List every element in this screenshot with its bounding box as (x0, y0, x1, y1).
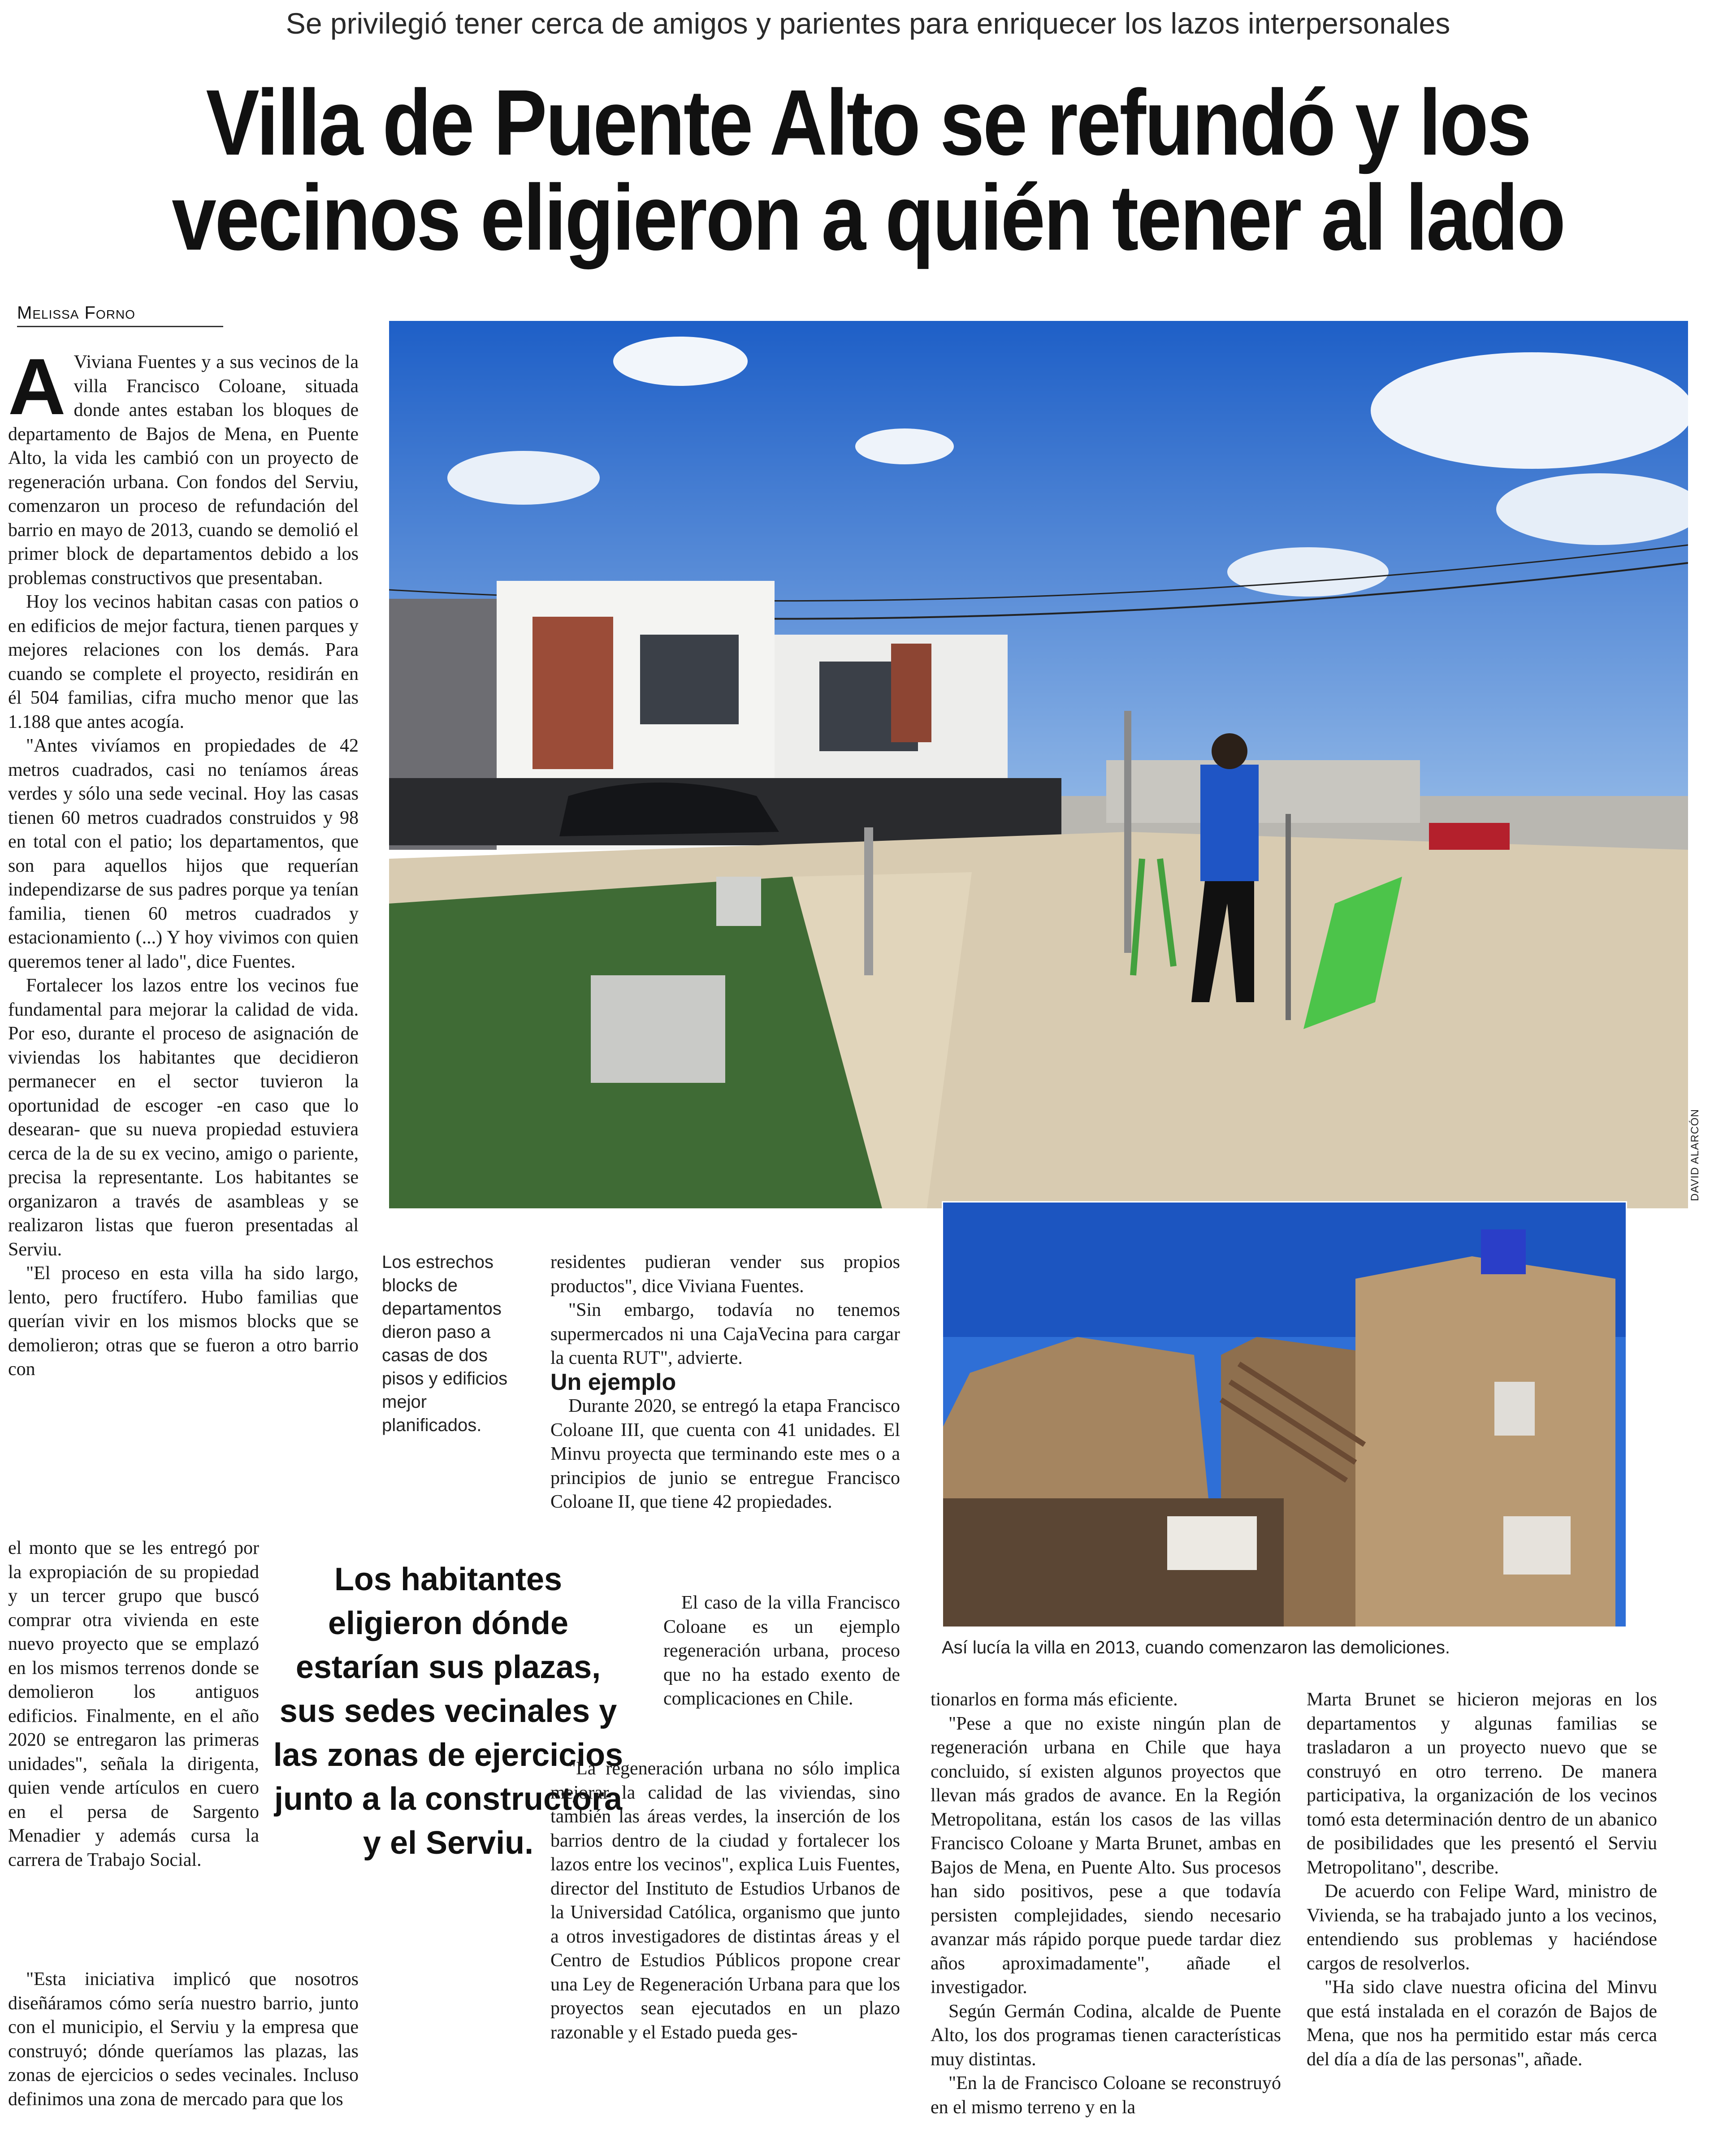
paragraph: "Esta iniciativa implicó que nosotros diseñáramos cómo sería nuestro barrio, junto con el municipio, el Serviu y la empresa que construyó; dónde queríamos las plazas, las zonas de ejercicios o sedes vecinales. Incluso definimos una zona de mercado para que los (8, 1969, 359, 2110)
caption-main: Los estrechos blocks de departamentos dieron paso a casas de dos pisos y edificios mejor planificados. (382, 1252, 508, 1435)
paragraph: el monto que se les entregó por la expropiación de su propiedad y un tercer grupo que buscó comprar otra vivienda en este nuevo proyecto que se emplazó en los mismos terrenos donde se demolieron los antiguos edificios. Finalmente, en el año 2020 se entregaron las primeras unidades", señala la dirigenta, quien vende artículos en cuero en el persa de Sargento Menadier y además cursa la carrera de Trabajo Social. (8, 1538, 259, 1870)
column-3 (931, 1688, 1281, 2120)
paragraph: Durante 2020, se entregó la etapa Francisco Coloane III, que cuenta con 41 unidades. El Minvu proyecta que terminando este mes o a principios de junio se entregue Francisco Coloane II, que tiene 42 propiedades. (550, 1396, 900, 1512)
paragraph: "Sin embargo, todavía no tenemos supermercados ni una CajaVecina para cargar la cuenta RUT", advierte. (550, 1300, 900, 1368)
headline-line-1: Villa de Puente Alto se refundó y los (206, 71, 1530, 175)
column-2 (550, 1250, 900, 1514)
caption-secondary: Así lucía la villa en 2013, cuando comenzaron las demoliciones. (942, 1638, 1450, 1657)
paragraph: residentes pudieran vender sus propios productos", dice Viviana Fuentes. (550, 1252, 900, 1297)
paragraph: Marta Brunet se hicieron mejoras en los departamentos y algunas familias se trasladaron a un proyecto nuevo que se construyó en otro terreno. De manera participativa, la organización de los vecinos tomó esta determinación dentro de un abanico de posibilidades que les presentó el Serviu Metropolitano", describe. (1307, 1689, 1657, 1878)
byline: Melissa Forno (17, 303, 223, 327)
column-2-bottom (550, 1757, 900, 2045)
drop-cap: A (8, 342, 66, 431)
column-1 (8, 342, 359, 1382)
subheading: Un ejemplo (550, 1369, 676, 1395)
column-2-narrow (663, 1591, 900, 1711)
paragraph: Fortalecer los lazos entre los vecinos fue fundamental para mejorar la calidad de vida. Por eso, durante el proceso de asignación de viviendas los habitantes que decidieron permanecer en el sector tuvieron la oportunidad de escoger -en caso que lo desearan- que su nueva propiedad estuviera cerca de la de su ex vecino, amigo o pariente, precisa la representante. Los habitantes se organizaron a través de asambleas y se realizaron listas que fueron presentadas al Serviu. (8, 975, 359, 1260)
paragraph: "La regeneración urbana no sólo implica mejorar la calidad de las viviendas, sino también las áreas verdes, la inserción de los barrios dentro de la ciudad y fortalecer los lazos entre los vecinos", explica Luis Fuentes, director del Instituto de Estudios Urbanos de la Universidad Católica, organismo que junto a otros investigadores de distintas áreas y el Centro de Estudios Públicos propone crear una Ley de Regeneración Urbana para que los proyectos sean ejecutados en un plazo razonable y el Estado pueda ges- (550, 1758, 900, 2043)
paragraph: Hoy los vecinos habitan casas con patios o en edificios de mejor factura, tienen parques y mejores relaciones con los demás. Para cuando se complete el proyecto, residirán en él 504 familias, cifra mucho menor que las 1.188 que antes acogía. (8, 592, 359, 732)
paragraph: Según Germán Codina, alcalde de Puente Alto, los dos programas tienen características muy distintas. (931, 2001, 1281, 2070)
column-4 (1307, 1688, 1657, 2072)
headline (121, 71, 1615, 270)
paragraph: De acuerdo con Felipe Ward, ministro de Vivienda, se ha trabajado junto a los vecinos, entendiendo sus problemas y haciéndose cargos de resolverlos. (1307, 1881, 1657, 1974)
paragraph: "Pese a que no existe ningún plan de regeneración urbana en Chile que haya concluido, sí existen algunos proyectos que llevan más grados de avance. En la Región Metropolitana, están los casos de las villas Francisco Coloane y Marta Brunet, ambas en Bajos de Mena, en Puente Alto. Sus procesos han sido positivos, pese a que todavía persisten complejidades, siendo necesario avanzar más rápido porque puede tardar diez años aproximadamente", añade el investigador. (931, 1713, 1281, 1998)
main-photo-illustration (389, 321, 1688, 1208)
paragraph: tionarlos en forma más eficiente. (931, 1689, 1178, 1710)
pull-quote: Los habitantes eligieron dónde estarían sus plazas, sus sedes vecinales y las zonas de ejercicios junto a la constructora y el Serviu. (273, 1562, 623, 1861)
paragraph: Viviana Fuentes y a sus vecinos de la villa Francisco Coloane, situada donde antes estaban los bloques de departamento de Bajos de Mena, en Puente Alto, la vida les cambió con un proyecto de regeneración urbana. Con fondos del Serviu, comenzaron un proceso de refundación del barrio en mayo de 2013, cuando se demolió el primer block de departamentos debido a los problemas constructivos que presentaban. (8, 352, 359, 588)
paragraph: El caso de la villa Francisco Coloane es un ejemplo regeneración urbana, proceso que no ha estado exento de complicaciones en Chile. (663, 1592, 900, 1709)
column-1-bottom (8, 1968, 359, 2111)
headline-line-2: vecinos eligieron a quién tener al lado (172, 166, 1564, 270)
paragraph: "Antes vivíamos en propiedades de 42 metros cuadrados, casi no teníamos áreas verdes y sólo una sede vecinal. Hoy las casas tienen 60 metros cuadrados construidos y 98 en total con el patio; los departamentos, que son para aquellos hijos que requerían independizarse de sus padres porque ya tenían familia, tienen 60 metros cuadrados y estacionamiento (...) Y hoy vivimos con quien queremos tener al lado", dice Fuentes. (8, 735, 359, 972)
column-1-narrow (8, 1536, 259, 1872)
main-photo (389, 321, 1688, 1208)
paragraph: "Ha sido clave nuestra oficina del Minvu que está instalada en el corazón de Bajos de Mena, que nos ha permitido estar más cerca del día a día de las personas", añade. (1307, 1977, 1657, 2070)
paragraph: "El proceso en esta villa ha sido largo, lento, pero fructífero. Hubo familias que querían vivir en los mismos blocks que se demolieron; otras que se fueron a otro barrio con (8, 1263, 359, 1380)
photo-credit: DAVID ALARCÓN (1689, 1109, 1701, 1201)
paragraph: "En la de Francisco Coloane se reconstruyó en el mismo terreno y en la (931, 2073, 1281, 2118)
secondary-photo (942, 1201, 1627, 1628)
kicker: Se privilegió tener cerca de amigos y parientes para enriquecer los lazos interpersonales (286, 7, 1450, 40)
secondary-photo-illustration (943, 1203, 1626, 1627)
